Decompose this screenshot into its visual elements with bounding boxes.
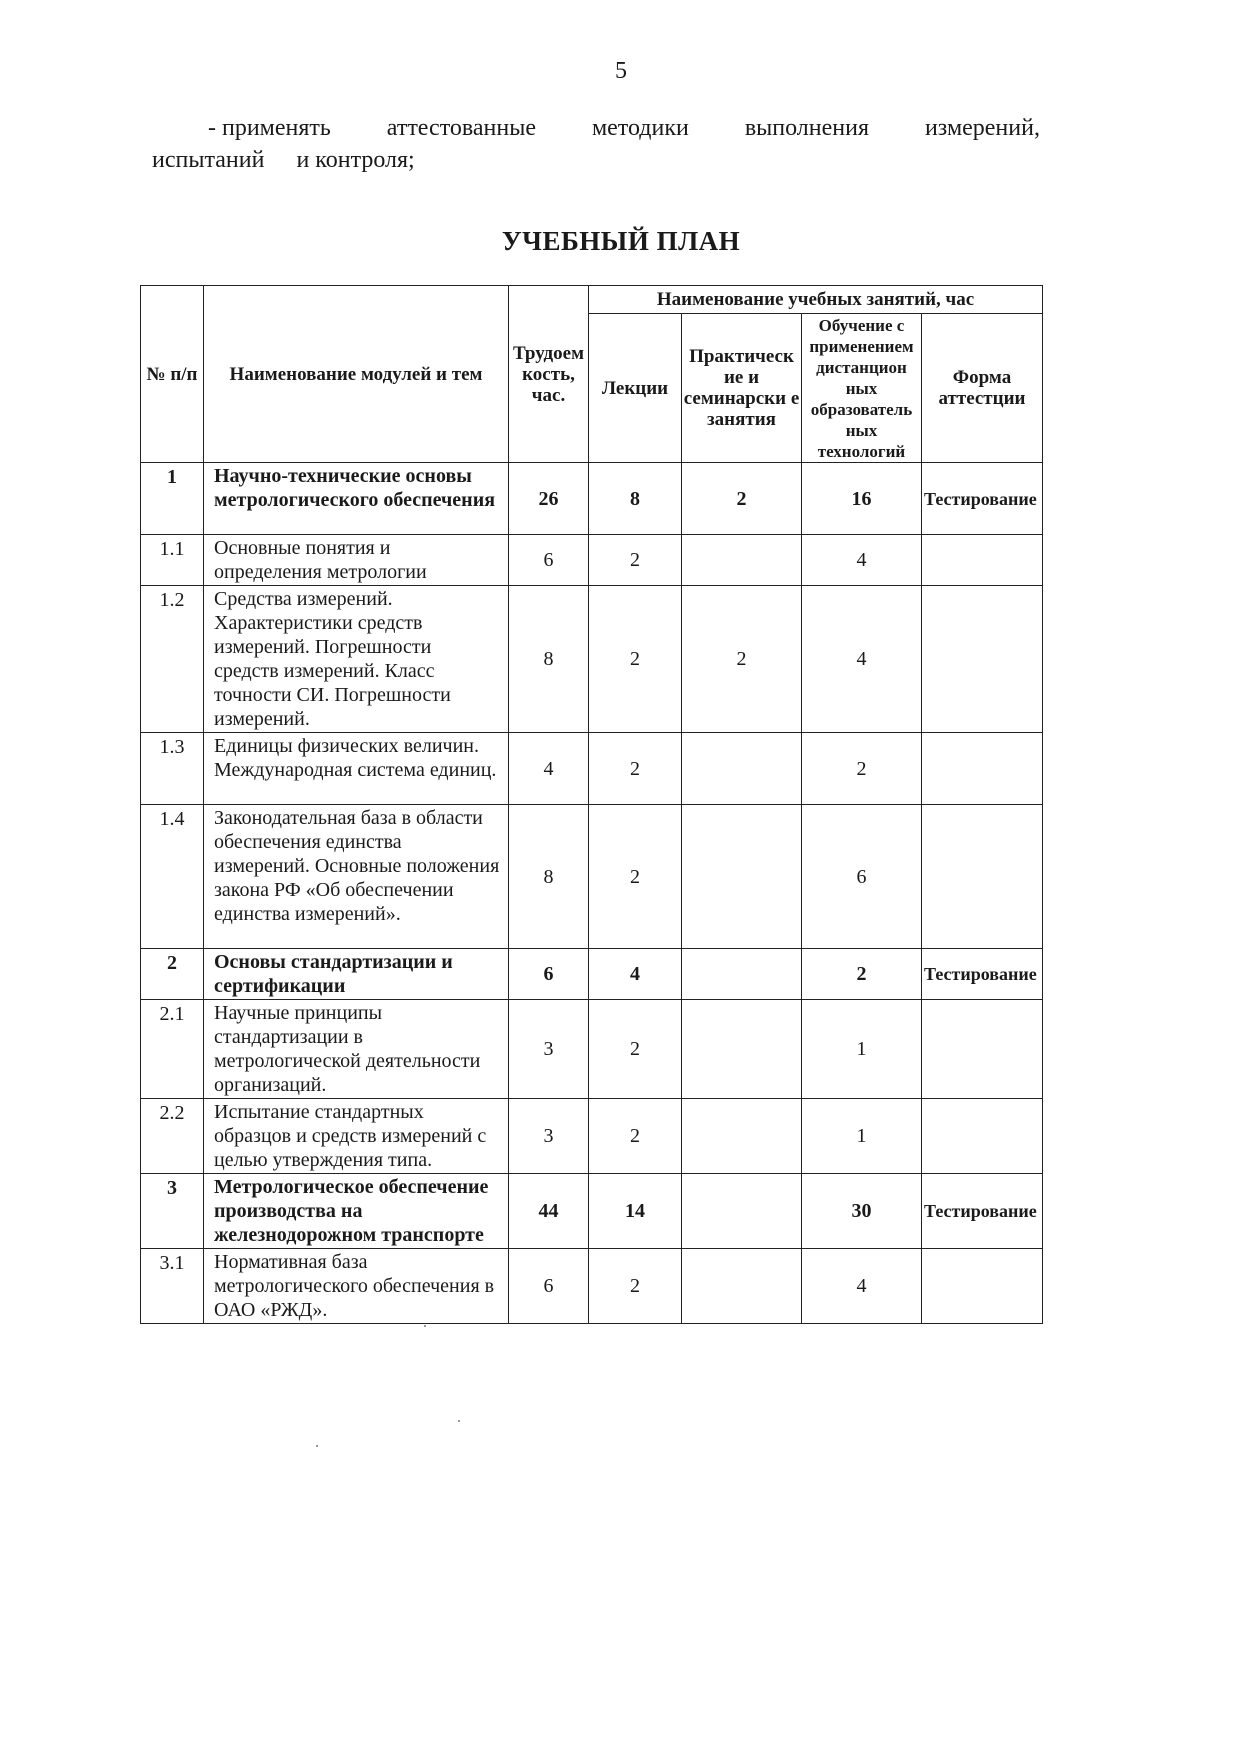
cell-distance: 6 (802, 805, 922, 949)
cell-practice: 2 (682, 463, 802, 535)
cell-form (922, 1249, 1043, 1324)
cell-total: 3 (509, 1099, 589, 1174)
cell-name: Основные понятия и определения метрологии (204, 535, 509, 586)
header-lectures: Лекции (589, 314, 682, 463)
cell-name: Научно-технические основы метрологического обеспечения (204, 463, 509, 535)
cell-num: 1 (141, 463, 204, 535)
intro-paragraph (152, 112, 1040, 176)
cell-form: Тестирование (922, 463, 1043, 535)
table-body (141, 463, 1043, 1324)
scan-speck (458, 1420, 460, 1422)
intro-word: аттестованные (386, 115, 537, 141)
intro-word: выполнения (744, 115, 869, 141)
cell-distance: 4 (802, 1249, 922, 1324)
topic-row (141, 733, 1043, 805)
cell-practice (682, 805, 802, 949)
intro-word: - применять (208, 115, 331, 141)
cell-practice: 2 (682, 586, 802, 733)
cell-practice (682, 535, 802, 586)
cell-lectures: 2 (589, 1000, 682, 1099)
cell-distance: 4 (802, 586, 922, 733)
cell-total: 4 (509, 733, 589, 805)
topic-row (141, 1249, 1043, 1324)
cell-practice (682, 1174, 802, 1249)
cell-num: 3 (141, 1174, 204, 1249)
cell-name: Научные принципы стандартизации в метрологической деятельности организаций. (204, 1000, 509, 1099)
cell-total: 26 (509, 463, 589, 535)
intro-line-2 (152, 144, 1040, 176)
cell-distance: 2 (802, 949, 922, 1000)
cell-form (922, 805, 1043, 949)
cell-practice (682, 1000, 802, 1099)
cell-name: Законодательная база в области обеспечения единства измерений. Основные положения закона РФ «Об обеспечении единства измерений». (204, 805, 509, 949)
cell-name: Средства измерений. Характеристики средств измерений. Погрешности средств измерений. Класс точности СИ. Погрешности измерений. (204, 586, 509, 733)
cell-num: 2 (141, 949, 204, 1000)
header-total: Трудоем кость, час. (509, 286, 589, 463)
cell-form (922, 535, 1043, 586)
cell-distance: 30 (802, 1174, 922, 1249)
cell-total: 8 (509, 805, 589, 949)
cell-form (922, 586, 1043, 733)
page-title: УЧЕБНЫЙ ПЛАН (501, 226, 741, 256)
intro-word: методики (591, 115, 689, 141)
cell-lectures: 2 (589, 805, 682, 949)
cell-lectures: 4 (589, 949, 682, 1000)
cell-distance: 2 (802, 733, 922, 805)
cell-form (922, 733, 1043, 805)
header-num: № п/п (141, 286, 204, 463)
cell-lectures: 2 (589, 1099, 682, 1174)
header-distance: Обучение с применением дистанцион ных образователь ных технологий (802, 314, 922, 463)
topic-row (141, 535, 1043, 586)
cell-num: 1.3 (141, 733, 204, 805)
scan-speck (424, 1325, 426, 1327)
cell-form (922, 1000, 1043, 1099)
cell-name: Основы стандартизации и сертификации (204, 949, 509, 1000)
cell-distance: 1 (802, 1000, 922, 1099)
cell-lectures: 14 (589, 1174, 682, 1249)
cell-total: 6 (509, 949, 589, 1000)
cell-num: 2.1 (141, 1000, 204, 1099)
cell-name: Нормативная база метрологического обеспечения в ОАО «РЖД». (204, 1249, 509, 1324)
topic-row (141, 1099, 1043, 1174)
cell-lectures: 8 (589, 463, 682, 535)
cell-name: Метрологическое обеспечение производства на железнодорожном транспорте (204, 1174, 509, 1249)
cell-name: Единицы физических величин. Международная система единиц. (204, 733, 509, 805)
cell-form: Тестирование (922, 1174, 1043, 1249)
cell-practice (682, 733, 802, 805)
cell-lectures: 2 (589, 586, 682, 733)
cell-num: 1.4 (141, 805, 204, 949)
topic-row (141, 805, 1043, 949)
cell-num: 2.2 (141, 1099, 204, 1174)
cell-practice (682, 1249, 802, 1324)
intro-line-1 (152, 112, 1040, 144)
cell-num: 1.1 (141, 535, 204, 586)
cell-distance: 16 (802, 463, 922, 535)
cell-lectures: 2 (589, 733, 682, 805)
cell-total: 3 (509, 1000, 589, 1099)
intro-word: и контроля; (296, 147, 415, 173)
cell-distance: 4 (802, 535, 922, 586)
scan-speck (316, 1445, 318, 1447)
cell-practice (682, 949, 802, 1000)
intro-word: измерений, (924, 115, 1040, 141)
cell-practice (682, 1099, 802, 1174)
intro-word: испытаний (152, 147, 265, 173)
page-number: 5 (615, 58, 627, 84)
cell-form (922, 1099, 1043, 1174)
cell-total: 44 (509, 1174, 589, 1249)
header-name: Наименование модулей и тем (204, 286, 509, 463)
cell-total: 6 (509, 1249, 589, 1324)
topic-row (141, 1000, 1043, 1099)
header-group: Наименование учебных занятий, час (589, 286, 1043, 314)
cell-num: 1.2 (141, 586, 204, 733)
module-row (141, 463, 1043, 535)
cell-lectures: 2 (589, 1249, 682, 1324)
cell-lectures: 2 (589, 535, 682, 586)
header-practice: Практическ ие и семинарски е занятия (682, 314, 802, 463)
topic-row (141, 586, 1043, 733)
module-row (141, 1174, 1043, 1249)
module-row (141, 949, 1043, 1000)
cell-total: 8 (509, 586, 589, 733)
cell-num: 3.1 (141, 1249, 204, 1324)
header-form: Форма аттестции (922, 314, 1043, 463)
cell-name: Испытание стандартных образцов и средств измерений с целью утверждения типа. (204, 1099, 509, 1174)
cell-form: Тестирование (922, 949, 1043, 1000)
cell-distance: 1 (802, 1099, 922, 1174)
curriculum-table (140, 285, 1043, 1324)
cell-total: 6 (509, 535, 589, 586)
